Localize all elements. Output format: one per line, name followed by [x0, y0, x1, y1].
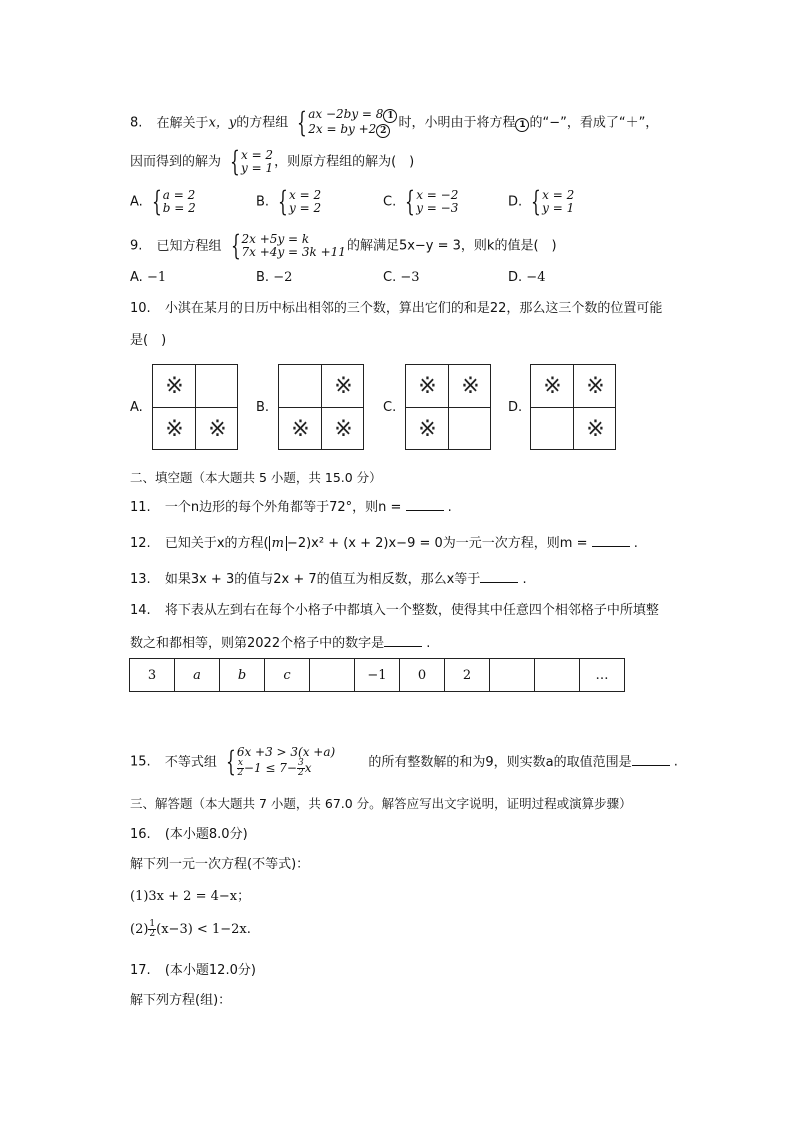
question-number: 8. — [130, 115, 143, 131]
q8-option-b[interactable]: B. { x = 2 y = 2 — [256, 185, 322, 218]
q16-part1: (1)3x + 2 = 4−x； — [130, 889, 251, 904]
q10-option-label[interactable]: A. — [130, 400, 143, 415]
marked-date-symbol: ※ — [543, 374, 562, 399]
answer-blank[interactable] — [384, 634, 422, 647]
calendar-cell — [321, 365, 364, 408]
q9-option-c[interactable]: C. −3 — [383, 270, 420, 285]
question-number: 12. — [130, 536, 151, 551]
q15-tail: 的所有整数解的和为9，则实数a的取值范围是 — [368, 754, 632, 770]
calendar-cell — [279, 365, 322, 408]
question-number: 17. — [130, 963, 151, 978]
score-label: (本小题12.0分) — [164, 963, 256, 978]
sequence-cell: a — [175, 659, 220, 692]
marked-date-symbol: ※ — [334, 374, 353, 399]
sequence-cell: 2 — [445, 659, 490, 692]
q9-option-d[interactable]: D. −4 — [508, 270, 546, 285]
q14-line2: 数之和都相等，则第2022个格子中的数字是 . — [130, 636, 431, 651]
calendar-grid — [530, 364, 616, 450]
q8-eq2: 2x = by +2 — [308, 122, 377, 136]
q8-eq1: ax −2by = 8 — [308, 107, 384, 121]
sequence-cell: 0 — [400, 659, 445, 692]
calendar-cell — [279, 407, 322, 450]
q8-wrong-solution: { x = 2 y = 1 — [230, 145, 274, 178]
q8-vars: x，y — [208, 115, 237, 131]
q10-option-label[interactable]: B. — [256, 400, 270, 415]
q10-line1 — [130, 300, 662, 318]
q15-line: 15. 不等式组 { 6x +3 > 3(x +a) $\frac{x}{2}$ −1 ≤ 7− $\frac{3}{2}$ x 的所有整数解的和为9，则实数a的取值范围是 . — [130, 745, 678, 778]
marked-date-symbol: ※ — [291, 417, 310, 442]
sequence-cell: c — [265, 659, 310, 692]
q8-line2-lead: 因而得到的解为 — [130, 154, 222, 170]
calendar-cell — [153, 365, 196, 408]
q8-lead: 在解关于 — [156, 115, 209, 131]
table-row — [130, 659, 625, 692]
calendar-cell — [406, 407, 449, 450]
q16-prompt: 解下列一元一次方程(不等式)： — [130, 857, 310, 872]
question-number: 10. — [130, 301, 151, 316]
q11-text: 一个n边形的每个外角都等于72°，则n = — [164, 500, 406, 515]
marked-date-symbol: ※ — [165, 374, 184, 399]
q8-option-d[interactable]: D. { x = 2 y = 1 — [508, 185, 575, 218]
q17-prompt: 解下列方程(组)： — [130, 993, 232, 1008]
sequence-cell — [310, 659, 355, 692]
section-heading: 三、解答题（本大题共 7 小题，共 67.0 分。解答应写出文字说明，证明过程或演算步骤） — [130, 796, 632, 811]
q9-tail: 的解满足5x−y = 3，则k的值是( ) — [346, 238, 557, 254]
answer-blank[interactable] — [632, 753, 670, 766]
q9-option-a[interactable]: A. −1 — [130, 270, 167, 285]
marked-date-symbol: ※ — [334, 417, 353, 442]
circled-number: 1 — [383, 109, 397, 123]
answer-blank[interactable] — [406, 498, 444, 511]
calendar-grid — [405, 364, 491, 450]
marked-date-symbol: ※ — [208, 417, 227, 442]
score-label: (本小题8.0分) — [164, 827, 248, 842]
q8-option-c[interactable]: C. { x = −2 y = −3 — [383, 185, 459, 218]
calendar-cell — [195, 407, 238, 450]
sequence-cell: … — [580, 659, 625, 692]
q13-line: 13. 如果3x + 3的值与2x + 7的值互为相反数，那么x等于 . — [130, 572, 527, 587]
calendar-cell — [531, 365, 574, 408]
calendar-cell — [195, 365, 238, 408]
q10-line2: 是( ) — [130, 333, 167, 348]
sequence-cell: 3 — [130, 659, 175, 692]
q9-equation-system: { 2x +5y = k 7x +4y = 3k +11 — [230, 229, 346, 262]
q9-option-b[interactable]: B. −2 — [256, 270, 293, 285]
calendar-cell — [448, 407, 491, 450]
q8-equation-system — [293, 108, 397, 138]
calendar-cell — [573, 407, 616, 450]
q15-inequality-system: { 6x +3 > 3(x +a) $\frac{x}{2}$ −1 ≤ 7− $\frac{3}{2}$ x — [225, 745, 336, 778]
marked-date-symbol: ※ — [461, 374, 480, 399]
sequence-cell: b — [220, 659, 265, 692]
q8-tail1: 时，小明由于将方程 — [398, 115, 516, 131]
q8-tail2: 的“−”，看成了“＋”， — [529, 115, 659, 131]
circled-number: 2 — [376, 124, 390, 138]
marked-date-symbol: ※ — [418, 374, 437, 399]
section-heading: 二、填空题（本大题共 5 小题，共 15.0 分） — [130, 470, 382, 485]
q8-mid: 的方程组 — [236, 115, 289, 131]
q16-heading — [130, 826, 248, 844]
q8-line2 — [130, 145, 415, 178]
calendar-cell — [531, 407, 574, 450]
q12-line: 12. 已知关于x的方程( m −2)x² + (x + 2)x−9 = 0为一元一次方程，则m = . — [130, 536, 638, 551]
sequence-cell: −1 — [355, 659, 400, 692]
number-sequence-table — [129, 658, 625, 692]
marked-date-symbol: ※ — [586, 374, 605, 399]
q16-part2: (2) $\frac{1}{2}$ (x−3) < 1−2x. — [130, 919, 251, 939]
marked-date-symbol: ※ — [586, 417, 605, 442]
q10-option-label[interactable]: C. — [383, 400, 397, 415]
question-number: 14. — [130, 603, 151, 618]
calendar-grid — [152, 364, 238, 450]
q11-line: 11. 一个n边形的每个外角都等于72°，则n = . — [130, 500, 452, 515]
q9-lead: 已知方程组 — [156, 238, 222, 254]
q10-text: 小淇在某月的日历中标出相邻的三个数，算出它们的和是22，那么这三个数的位置可能 — [164, 301, 663, 316]
calendar-grid — [278, 364, 364, 450]
q13-text: 如果3x + 3的值与2x + 7的值互为相反数，那么x等于 — [164, 572, 481, 587]
q8-line2-tail: ，则原方程组的解为( ) — [274, 154, 415, 170]
q14-line1: 14. 将下表从左到右在每个小格子中都填入一个整数，使得其中任意四个相邻格子中所填整 — [130, 603, 659, 618]
sequence-cell — [535, 659, 580, 692]
answer-blank[interactable] — [592, 534, 630, 547]
sequence-cell — [490, 659, 535, 692]
circled-number: 1 — [515, 118, 529, 132]
calendar-cell — [153, 407, 196, 450]
calendar-cell — [573, 365, 616, 408]
calendar-cell — [321, 407, 364, 450]
brace: { — [297, 106, 308, 139]
question-number: 13. — [130, 572, 151, 587]
q8-option-a[interactable]: A. { a = 2 b = 2 — [130, 185, 196, 218]
abs-m: m — [269, 536, 287, 551]
question-number: 9. — [130, 238, 143, 254]
q9-line — [130, 229, 557, 262]
calendar-cell — [406, 365, 449, 408]
q10-option-label[interactable]: D. — [508, 400, 523, 415]
question-number: 16. — [130, 827, 151, 842]
calendar-cell — [448, 365, 491, 408]
q17-heading — [130, 962, 256, 980]
answer-blank[interactable] — [480, 570, 518, 583]
marked-date-symbol: ※ — [165, 417, 184, 442]
q8-line1 — [130, 108, 658, 138]
question-number: 11. — [130, 500, 151, 515]
marked-date-symbol: ※ — [418, 417, 437, 442]
question-number: 15. — [130, 754, 151, 770]
